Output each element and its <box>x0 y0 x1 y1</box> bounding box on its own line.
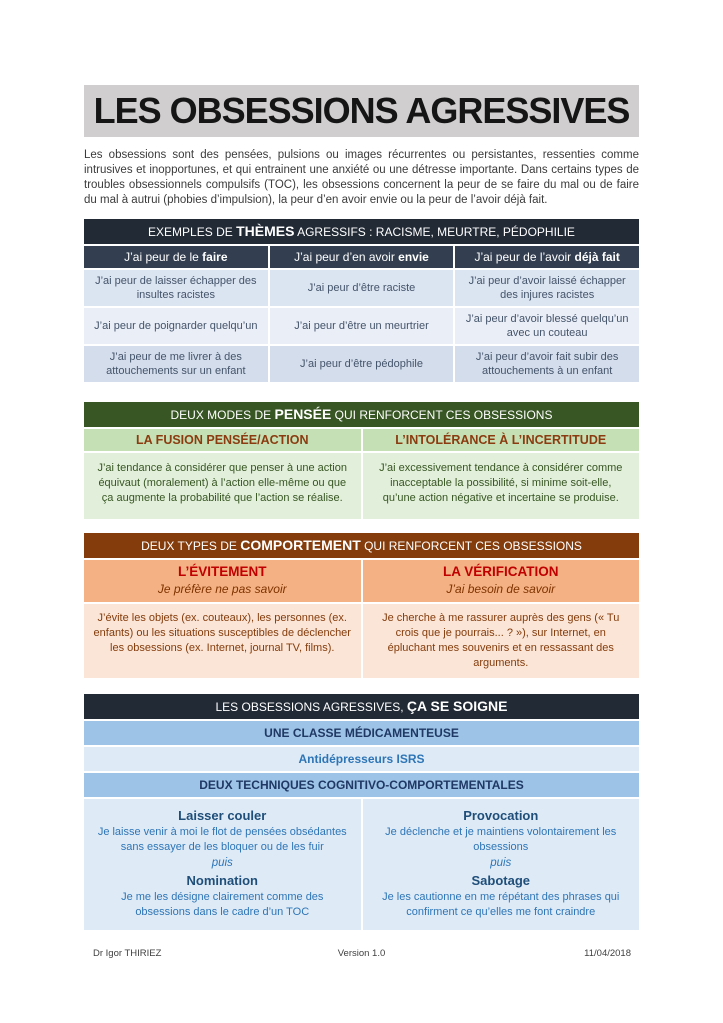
step-title: Provocation <box>463 808 539 823</box>
themes-cell: J’ai peur d’avoir blessé quelqu’un avec un couteau <box>455 308 639 344</box>
behavior-types-subheaders <box>84 560 639 602</box>
step-description: Je les cautionne en me répétant des phrases qui confirment ce qu’elles me font craindre <box>382 891 620 918</box>
themes-table-header: EXEMPLES DE THÈMES AGRESSIFS : RACISME, MEURTRE, PÉDOPHILIE <box>84 219 639 244</box>
thought-modes-header: DEUX MODES DE PENSÉE QUI RENFORCENT CES OBSESSIONS <box>84 402 639 427</box>
fusion-pensee-action-description: J’ai tendance à considérer que penser à une action équivaut (moralement) à l’action elle-même ou que ça augmente la probabilité que l’action se réalise. <box>84 453 361 519</box>
themes-cell: J’ai peur d’être pédophile <box>270 346 454 382</box>
evitement-title: L’ÉVITEMENT <box>177 564 267 579</box>
themes-col-header-deja-fait: J’ai peur de l’avoir déjà fait <box>455 246 639 268</box>
themes-cell: J’ai peur de me livrer à des attouchements sur un enfant <box>84 346 268 382</box>
verification-subtitle: J’ai besoin de savoir <box>446 582 556 596</box>
step-connector: puis <box>490 857 512 869</box>
fusion-pensee-action-title: LA FUSION PENSÉE/ACTION <box>84 429 361 451</box>
behavior-types-header: DEUX TYPES DE COMPORTEMENT QUI RENFORCENT CES OBSESSIONS <box>84 533 639 558</box>
intolerance-incertitude-description: J’ai excessivement tendance à considérer comme inacceptable la possibilité, si minime soit-elle, qu’une action négative et incertaine se produise. <box>363 453 640 519</box>
themes-cell: J’ai peur d’avoir laissé échapper des injures racistes <box>455 270 639 306</box>
footer-version: Version 1.0 <box>337 948 386 959</box>
techniques-row: DEUX TECHNIQUES COGNITIVO-COMPORTEMENTALES <box>84 773 639 797</box>
behavior-types-table <box>84 533 639 678</box>
themes-table-body <box>84 270 639 382</box>
behavior-types-body <box>84 604 639 678</box>
document-content <box>84 85 639 930</box>
treatment-table <box>84 694 639 930</box>
medication-name-row: Antidépresseurs ISRS <box>84 747 639 771</box>
verification-subheader <box>363 560 640 602</box>
intolerance-incertitude-title: L’INTOLÉRANCE À L’INCERTITUDE <box>363 429 640 451</box>
themes-column-headers <box>84 246 639 268</box>
themes-col-header-faire: J’ai peur de le faire <box>84 246 268 268</box>
thought-modes-body <box>84 453 639 519</box>
themes-table <box>84 219 639 382</box>
step-description: Je déclenche et je maintiens volontairement les obsessions <box>385 826 617 853</box>
techniques-body <box>84 799 639 930</box>
step-connector: puis <box>211 857 233 869</box>
page-footer <box>84 948 639 959</box>
evitement-subtitle: Je préfère ne pas savoir <box>157 582 287 596</box>
themes-cell: J’ai peur d’être raciste <box>270 270 454 306</box>
medication-class-row: UNE CLASSE MÉDICAMENTEUSE <box>84 721 639 745</box>
evitement-subheader <box>84 560 361 602</box>
page-title: LES OBSESSIONS AGRESSIVES <box>84 85 639 137</box>
verification-description: Je cherche à me rassurer auprès des gens (« Tu crois que je pourrais... ? »), sur Internet, en épluchant mes souvenirs et en ressassant des arguments. <box>363 604 640 678</box>
step-description: Je me les désigne clairement comme des obsessions dans le cadre d’un TOC <box>121 891 324 918</box>
footer-date: 11/04/2018 <box>584 948 631 959</box>
footer-author: Dr Igor THIRIEZ <box>93 948 162 959</box>
themes-cell: J’ai peur de laisser échapper des insultes racistes <box>84 270 268 306</box>
themes-col-header-envie: J’ai peur d’en avoir envie <box>270 246 454 268</box>
technique-column-provocation <box>363 799 640 930</box>
thought-modes-table <box>84 402 639 519</box>
step-title: Nomination <box>186 873 258 888</box>
evitement-description: J’évite les objets (ex. couteaux), les personnes (ex. enfants) ou les situations susceptibles de déclencher les obsessions (ex. Internet, journal TV, films). <box>84 604 361 678</box>
intro-paragraph: Les obsessions sont des pensées, pulsions ou images récurrentes ou persistantes, ressenties comme intrusives et inopportunes, et qui entrainent une anxiété ou une détresse importante. Dans certains types de troubles obsessionnels compulsifs (TOC), les obsessions concernent la peur de se faire du mal ou de faire du mal à autrui (phobies d’impulsion), la peur d’en avoir envie ou la peur de l’avoir déjà fait. <box>84 149 639 206</box>
step-description: Je laisse venir à moi le flot de pensées obsédantes sans essayer de les bloquer ou de les fuir <box>97 826 347 853</box>
treatment-header: LES OBSESSIONS AGRESSIVES, ÇA SE SOIGNE <box>84 694 639 719</box>
step-title: Sabotage <box>471 873 530 888</box>
thought-modes-subheaders <box>84 429 639 451</box>
technique-column-laisser-couler <box>84 799 361 930</box>
themes-cell: J’ai peur de poignarder quelqu’un <box>84 308 268 344</box>
themes-cell: J’ai peur d’être un meurtrier <box>270 308 454 344</box>
themes-cell: J’ai peur d’avoir fait subir des attouchements à un enfant <box>455 346 639 382</box>
verification-title: LA VÉRIFICATION <box>443 564 559 579</box>
step-title: Laisser couler <box>178 808 267 823</box>
